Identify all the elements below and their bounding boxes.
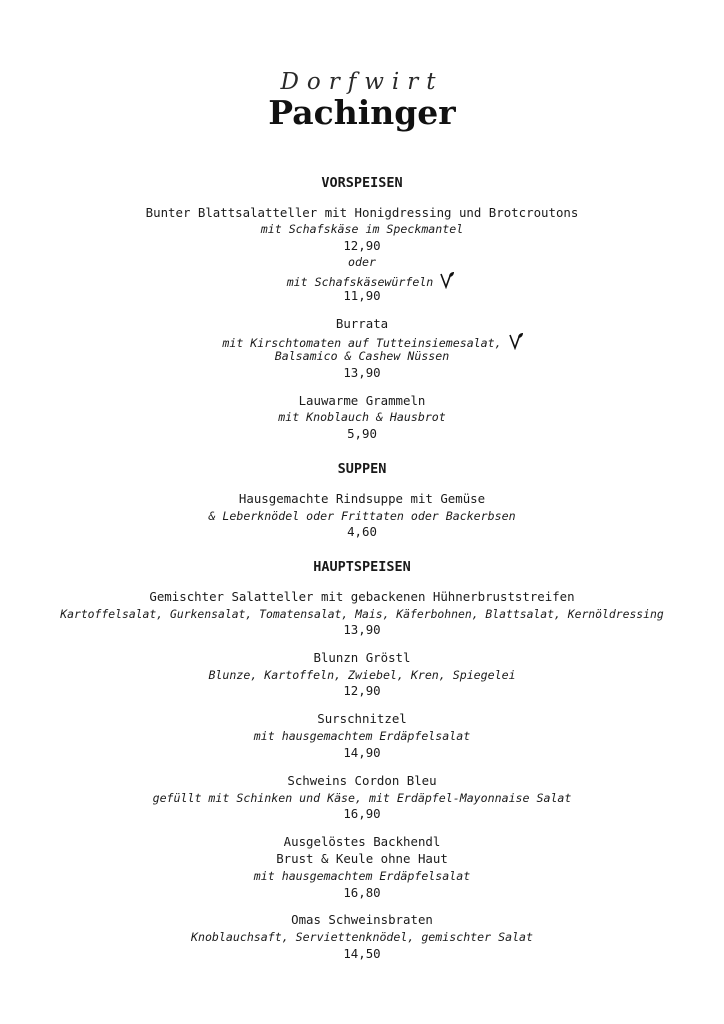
dish-option: mit Schafskäse im Speckmantel	[260, 222, 464, 236]
dish-desc: mit hausgemachtem Erdäpfelsalat	[253, 869, 471, 883]
dish-or: oder	[348, 255, 376, 269]
dish-desc: gefüllt mit Schinken und Käse, mit Erdäpfel-Mayonnaise Salat	[152, 791, 572, 805]
dish-name: Gemischter Salatteller mit gebackenen Hühnerbruststreifen	[149, 589, 575, 604]
dish-name-line2: Brust & Keule ohne Haut	[276, 851, 448, 866]
dish-name: Lauwarme Grammeln	[298, 393, 426, 408]
section-title-hauptspeisen: HAUPTSPEISEN	[313, 559, 411, 575]
dish-name: Hausgemachte Rindsuppe mit Gemüse	[238, 491, 486, 506]
dish-desc: mit hausgemachtem Erdäpfelsalat	[253, 729, 471, 743]
dish-name: Burrata	[335, 316, 389, 331]
dish-option: mit Schafskäsewürfeln	[286, 275, 434, 289]
dish-name: Blunzn Gröstl	[313, 650, 411, 665]
dish-price: 16,90	[343, 806, 381, 821]
dish-name: Surschnitzel	[317, 711, 407, 726]
dish-desc: mit Knoblauch & Hausbrot	[278, 410, 446, 424]
section-title-suppen: SUPPEN	[337, 461, 387, 477]
dish-desc: mit Kirschtomaten auf Tutteinsiemesalat,	[222, 336, 502, 350]
dish-price: 11,90	[343, 288, 381, 303]
dish-name: Omas Schweinsbraten	[291, 912, 433, 927]
dish-desc: Knoblauchsaft, Serviettenknödel, gemischter Salat	[190, 930, 534, 944]
logo-main-text: Pachinger	[268, 93, 456, 132]
section-title-vorspeisen: VORSPEISEN	[321, 175, 403, 191]
dish-price: 4,60	[347, 524, 377, 539]
dish-price: 12,90	[343, 683, 381, 698]
dish-name: Ausgelöstes Backhendl	[283, 834, 441, 849]
logo-script-text: Dorfwirt	[280, 69, 444, 95]
dish-desc: & Leberknödel oder Frittaten oder Backerbsen	[208, 509, 516, 523]
dish-desc: Balsamico & Cashew Nüssen	[274, 349, 450, 363]
dish-name: Schweins Cordon Bleu	[287, 773, 437, 788]
dish-price: 12,90	[343, 238, 381, 253]
dish-price: 16,80	[343, 885, 381, 900]
dish-price: 13,90	[343, 622, 381, 637]
dish-price: 5,90	[347, 426, 377, 441]
dish-price: 14,50	[343, 946, 381, 961]
dish-desc: Blunze, Kartoffeln, Zwiebel, Kren, Spiegelei	[208, 668, 516, 682]
restaurant-logo	[0, 70, 724, 132]
dish-desc: Kartoffelsalat, Gurkensalat, Tomatensalat, Mais, Käferbohnen, Blattsalat, Kernöldressing	[60, 607, 664, 621]
dish-price: 14,90	[343, 745, 381, 760]
dish-price: 13,90	[343, 365, 381, 380]
dish-name: Bunter Blattsalatteller mit Honigdressing und Brotcroutons	[145, 205, 579, 220]
